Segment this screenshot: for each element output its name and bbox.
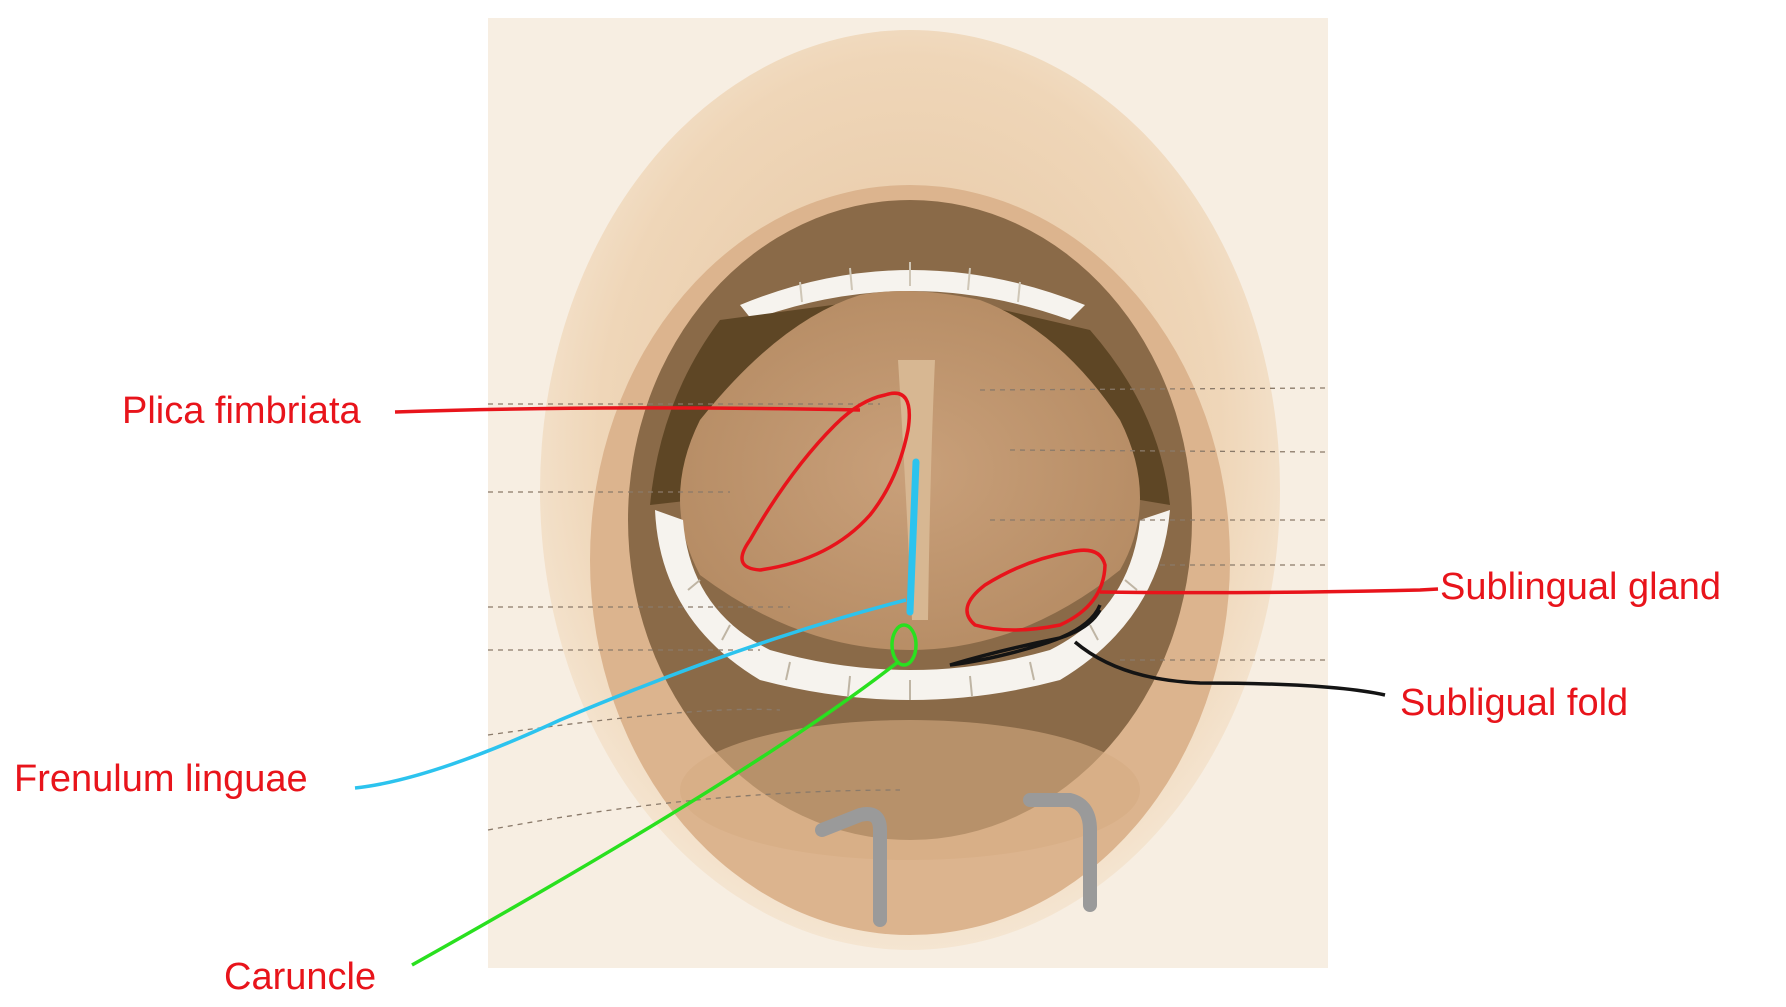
label-frenulum-linguae: Frenulum linguae xyxy=(14,758,308,800)
label-sublingual-gland: Sublingual gland xyxy=(1440,566,1722,608)
label-caruncle: Caruncle xyxy=(224,956,377,998)
label-plica-fimbriata: Plica fimbriata xyxy=(122,390,361,432)
label-subligual-fold: Subligual fold xyxy=(1400,682,1629,724)
lower-lip-shade xyxy=(680,720,1140,860)
